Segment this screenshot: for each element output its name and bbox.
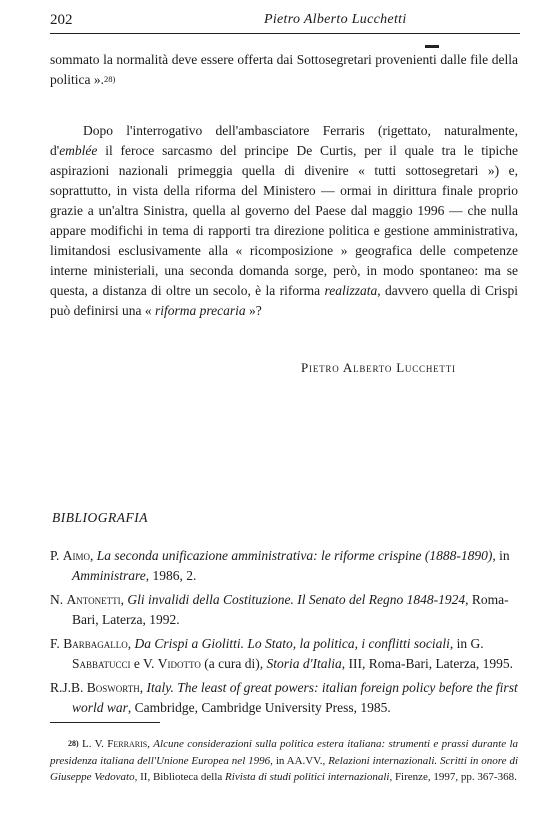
header-rule [50, 33, 520, 34]
footnote-details: , Firenze, 1997, pp. 367-368. [389, 771, 517, 783]
footnote-title: Alcune considerazioni sulla politica estera italiana: strumenti e prassi durante la presidenza italiana dell'Unione Europea nel 1996 [50, 738, 519, 767]
footnote-separator: , [147, 738, 154, 750]
paragraph-text-2: il feroce sarcasmo del principe De Curtis, per il quale tra le tipiche aspirazioni nazionali primeggia quella di divenire « tutti sottosegretari ») e, soprattutto, in vista della riforma del Ministero — ormai in dirittura finale proprio grazie a un'altra Sinistra, quella al governo del Paese dal maggio 1996 — che nulla appare modifichi in tema di rapporti tra direzione politica e gestione amministrativa, limitandosi esclusivamente alla « ricomposizione » geografica delle competenze interne ministeriali, una seconda domanda sorge, però, in modo spontaneo: ma se questa, a distanza di oltre un secolo, è la riforma [50, 143, 518, 298]
footnote-rule [50, 722, 160, 723]
entry-author-initial: R.J.B. [50, 680, 87, 695]
entry-journal: Amministrare [72, 567, 146, 583]
paragraph-italic-3: riforma precaria [154, 303, 246, 318]
entry-title: Da Crispi a Giolitti. Lo Stato, la politica, i conflitti sociali [134, 636, 450, 651]
paragraph-italic-1: emblée [59, 143, 98, 158]
entry-details: , 1986, 2. [145, 567, 197, 583]
paragraph-text-3: , davvero quella di Crispi può definirsi una « [50, 283, 518, 318]
entry-editor: Sabbatucci [72, 655, 131, 671]
footnote-author-initial: L. V. [78, 738, 108, 750]
page-number: 202 [50, 12, 73, 28]
footnote-text: , II, Biblioteca della [134, 771, 226, 783]
entry-details: , III, Roma-Bari, Laterza, 1995. [341, 655, 514, 671]
running-head: Pietro Alberto Lucchetti [264, 12, 407, 27]
continued-paragraph [50, 50, 518, 90]
bibliography-title: BIBLIOGRAFIA [52, 510, 148, 525]
paragraph-text-1: Dopo l'interrogativo dell'ambasciatore Ferraris (rigettato, naturalmente, d' [50, 123, 518, 158]
margin-mark [425, 45, 439, 48]
entry-title: Gli invalidi della Costituzione. Il Senato del Regno 1848-1924 [127, 592, 466, 607]
entry-title: Italy. The least of great powers: italian foreign policy before the first world war [72, 680, 518, 715]
continued-text: sommato la normalità deve essere offerta dai Sottosegretari provenienti dalle file della politica ». [50, 52, 518, 87]
entry-author: Barbagallo [63, 636, 128, 651]
bibliography-entry [50, 590, 520, 629]
footnote-collection: Relazioni internazionali. Scritti in onore di Giuseppe Vedovato [50, 754, 518, 783]
bibliography-entry [50, 634, 520, 673]
entry-separator: , [127, 636, 135, 651]
entry-author: Bosworth [86, 680, 140, 695]
entry-details: , Roma-Bari, Laterza, 1992. [72, 592, 509, 627]
entry-author: Antonetti [66, 592, 121, 607]
entry-author-initial: F. [50, 636, 64, 651]
entry-author: Aimo [62, 548, 91, 563]
footnote [50, 736, 518, 786]
paragraph-italic-2: realizzata [324, 283, 378, 298]
entry-text: e V. [130, 655, 158, 671]
entry-text: , in [492, 548, 510, 563]
footnote-author: Ferraris [107, 738, 148, 750]
entry-series: Storia d'Italia [266, 655, 342, 671]
author-signature: Pietro Alberto Lucchetti [301, 360, 456, 375]
footnote-number: 28) [68, 739, 79, 748]
note-reference: 28) [104, 74, 116, 84]
footnote-journal: Rivista di studi politici internazionali [225, 771, 390, 783]
entry-title: La seconda unificazione amministrativa: le riforme crispine (1888-1890) [96, 548, 493, 563]
body-paragraph [50, 121, 518, 321]
bibliography-list [50, 546, 520, 722]
bibliography-entry [50, 678, 520, 717]
page-header [50, 12, 520, 32]
paragraph-text-4: »? [245, 303, 262, 318]
entry-text: , in G. [449, 636, 484, 651]
entry-details: , Cambridge, Cambridge University Press, 1985. [127, 699, 391, 715]
bibliography-entry [50, 546, 520, 585]
entry-editor: Vidotto [157, 655, 201, 671]
entry-separator: , [139, 680, 147, 695]
entry-separator: , [90, 548, 97, 563]
footnote-text: , in AA.VV., [270, 754, 329, 767]
entry-text: (a cura di), [200, 655, 267, 671]
entry-separator: , [120, 592, 128, 607]
entry-author-initial: P. [50, 548, 63, 563]
entry-author-initial: N. [50, 592, 67, 607]
